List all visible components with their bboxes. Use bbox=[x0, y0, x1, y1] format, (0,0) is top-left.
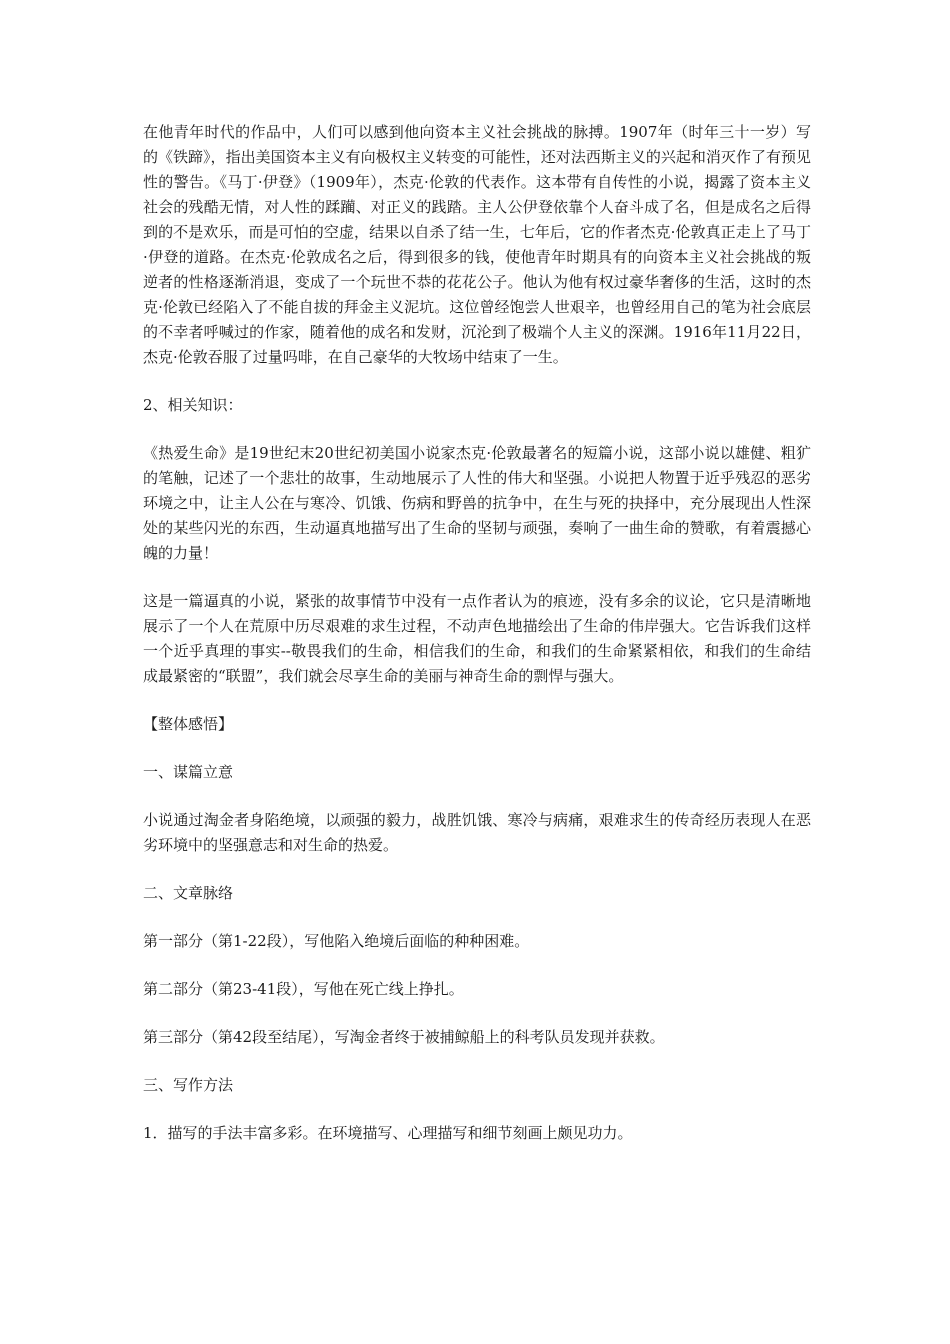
paragraph-gap bbox=[143, 785, 811, 808]
paragraph-gap bbox=[143, 737, 811, 760]
paragraph-gap bbox=[143, 418, 811, 441]
paragraph-gap bbox=[143, 370, 811, 393]
paragraph-gap bbox=[143, 1002, 811, 1025]
heading-structure: 二、文章脉络 bbox=[143, 884, 234, 902]
paragraph-love-of-life-intro: 《热爱生命》是19世纪末20世纪初美国小说家杰克·伦敦最著名的短篇小说，这部小说以雄健、粗犷的笔触，记述了一个悲壮的故事，生动地展示了人性的伟大和坚强。小说把人物置于近乎残忍的恶劣环境之中，让主人公在与寒冷、饥饿、伤病和野兽的抗争中，在生与死的抉择中，充分展现出人性深处的某些闪光的东西，生动逼真地描写出了生命的坚韧与顽强，奏响了一曲生命的赞歌，有着震撼心魄的力量！ bbox=[143, 444, 811, 562]
heading-writing-method: 三、写作方法 bbox=[143, 1076, 234, 1094]
paragraph-gap bbox=[143, 1098, 811, 1121]
paragraph-biography: 在他青年时代的作品中，人们可以感到他向资本主义社会挑战的脉搏。1907年（时年三十一岁）写的《铁蹄》，指出美国资本主义有向极权主义转变的可能性，还对法西斯主义的兴起和消灭作了有预见性的警告。《马丁·伊登》（1909年），杰克·伦敦的代表作。这本带有自传性的小说，揭露了资本主义社会的残酷无情，对人性的蹂躏、对正义的践踏。主人公伊登依靠个人奋斗成了名，但是成名之后得到的不是欢乐，而是可怕的空虚，结果以自杀了结一生，七年后，它的作者杰克·伦敦真正走上了马丁·伊登的道路。在杰克·伦敦成名之后，得到很多的钱，使他青年时期具有的向资本主义社会挑战的叛逆者的性格逐渐消退，变成了一个玩世不恭的花花公子。他认为他有权过豪华奢侈的生活，这时的杰克·伦敦已经陷入了不能自拔的拜金主义泥坑。这位曾经饱尝人世艰辛，也曾经用自己的笔为社会底层的不幸者呼喊过的作家，随着他的成名和发财，沉沦到了极端个人主义的深渊。1916年11月22日，杰克·伦敦吞服了过量吗啡，在自己豪华的大牧场中结束了一生。 bbox=[143, 123, 811, 366]
heading-overall-perception: 【整体感悟】 bbox=[143, 715, 234, 733]
paragraph-gap bbox=[143, 954, 811, 977]
paragraph-gap bbox=[143, 906, 811, 929]
writing-method-item-1: 1．描写的手法丰富多彩。在环境描写、心理描写和细节刻画上颇见功力。 bbox=[143, 1124, 633, 1142]
paragraph-gap bbox=[143, 858, 811, 881]
heading-theme: 一、谋篇立意 bbox=[143, 763, 234, 781]
paragraph-theme: 小说通过淘金者身陷绝境，以顽强的毅力，战胜饥饿、寒冷与病痛，艰难求生的传奇经历表现人在恶劣环境中的坚强意志和对生命的热爱。 bbox=[143, 811, 811, 854]
paragraph-gap bbox=[143, 566, 811, 589]
structure-part-three: 第三部分（第42段至结尾），写淘金者终于被捕鲸船上的科考队员发现并获救。 bbox=[143, 1028, 665, 1046]
paragraph-realistic-novel: 这是一篇逼真的小说，紧张的故事情节中没有一点作者认为的痕迹，没有多余的议论，它只是清晰地展示了一个人在荒原中历尽艰难的求生过程，不动声色地描绘出了生命的伟岸强大。它告诉我们这样一个近乎真理的事实--敬畏我们的生命，相信我们的生命，和我们的生命紧紧相依，和我们的生命结成最紧密的“联盟”，我们就会尽享生命的美丽与神奇生命的剽悍与强大。 bbox=[143, 592, 811, 685]
heading-related-knowledge: 2、相关知识： bbox=[143, 396, 243, 414]
structure-part-one: 第一部分（第1-22段），写他陷入绝境后面临的种种困难。 bbox=[143, 932, 530, 950]
paragraph-gap bbox=[143, 1050, 811, 1073]
document-page bbox=[143, 120, 811, 1146]
paragraph-gap bbox=[143, 689, 811, 712]
structure-part-two: 第二部分（第23-41段），写他在死亡线上挣扎。 bbox=[143, 980, 464, 998]
